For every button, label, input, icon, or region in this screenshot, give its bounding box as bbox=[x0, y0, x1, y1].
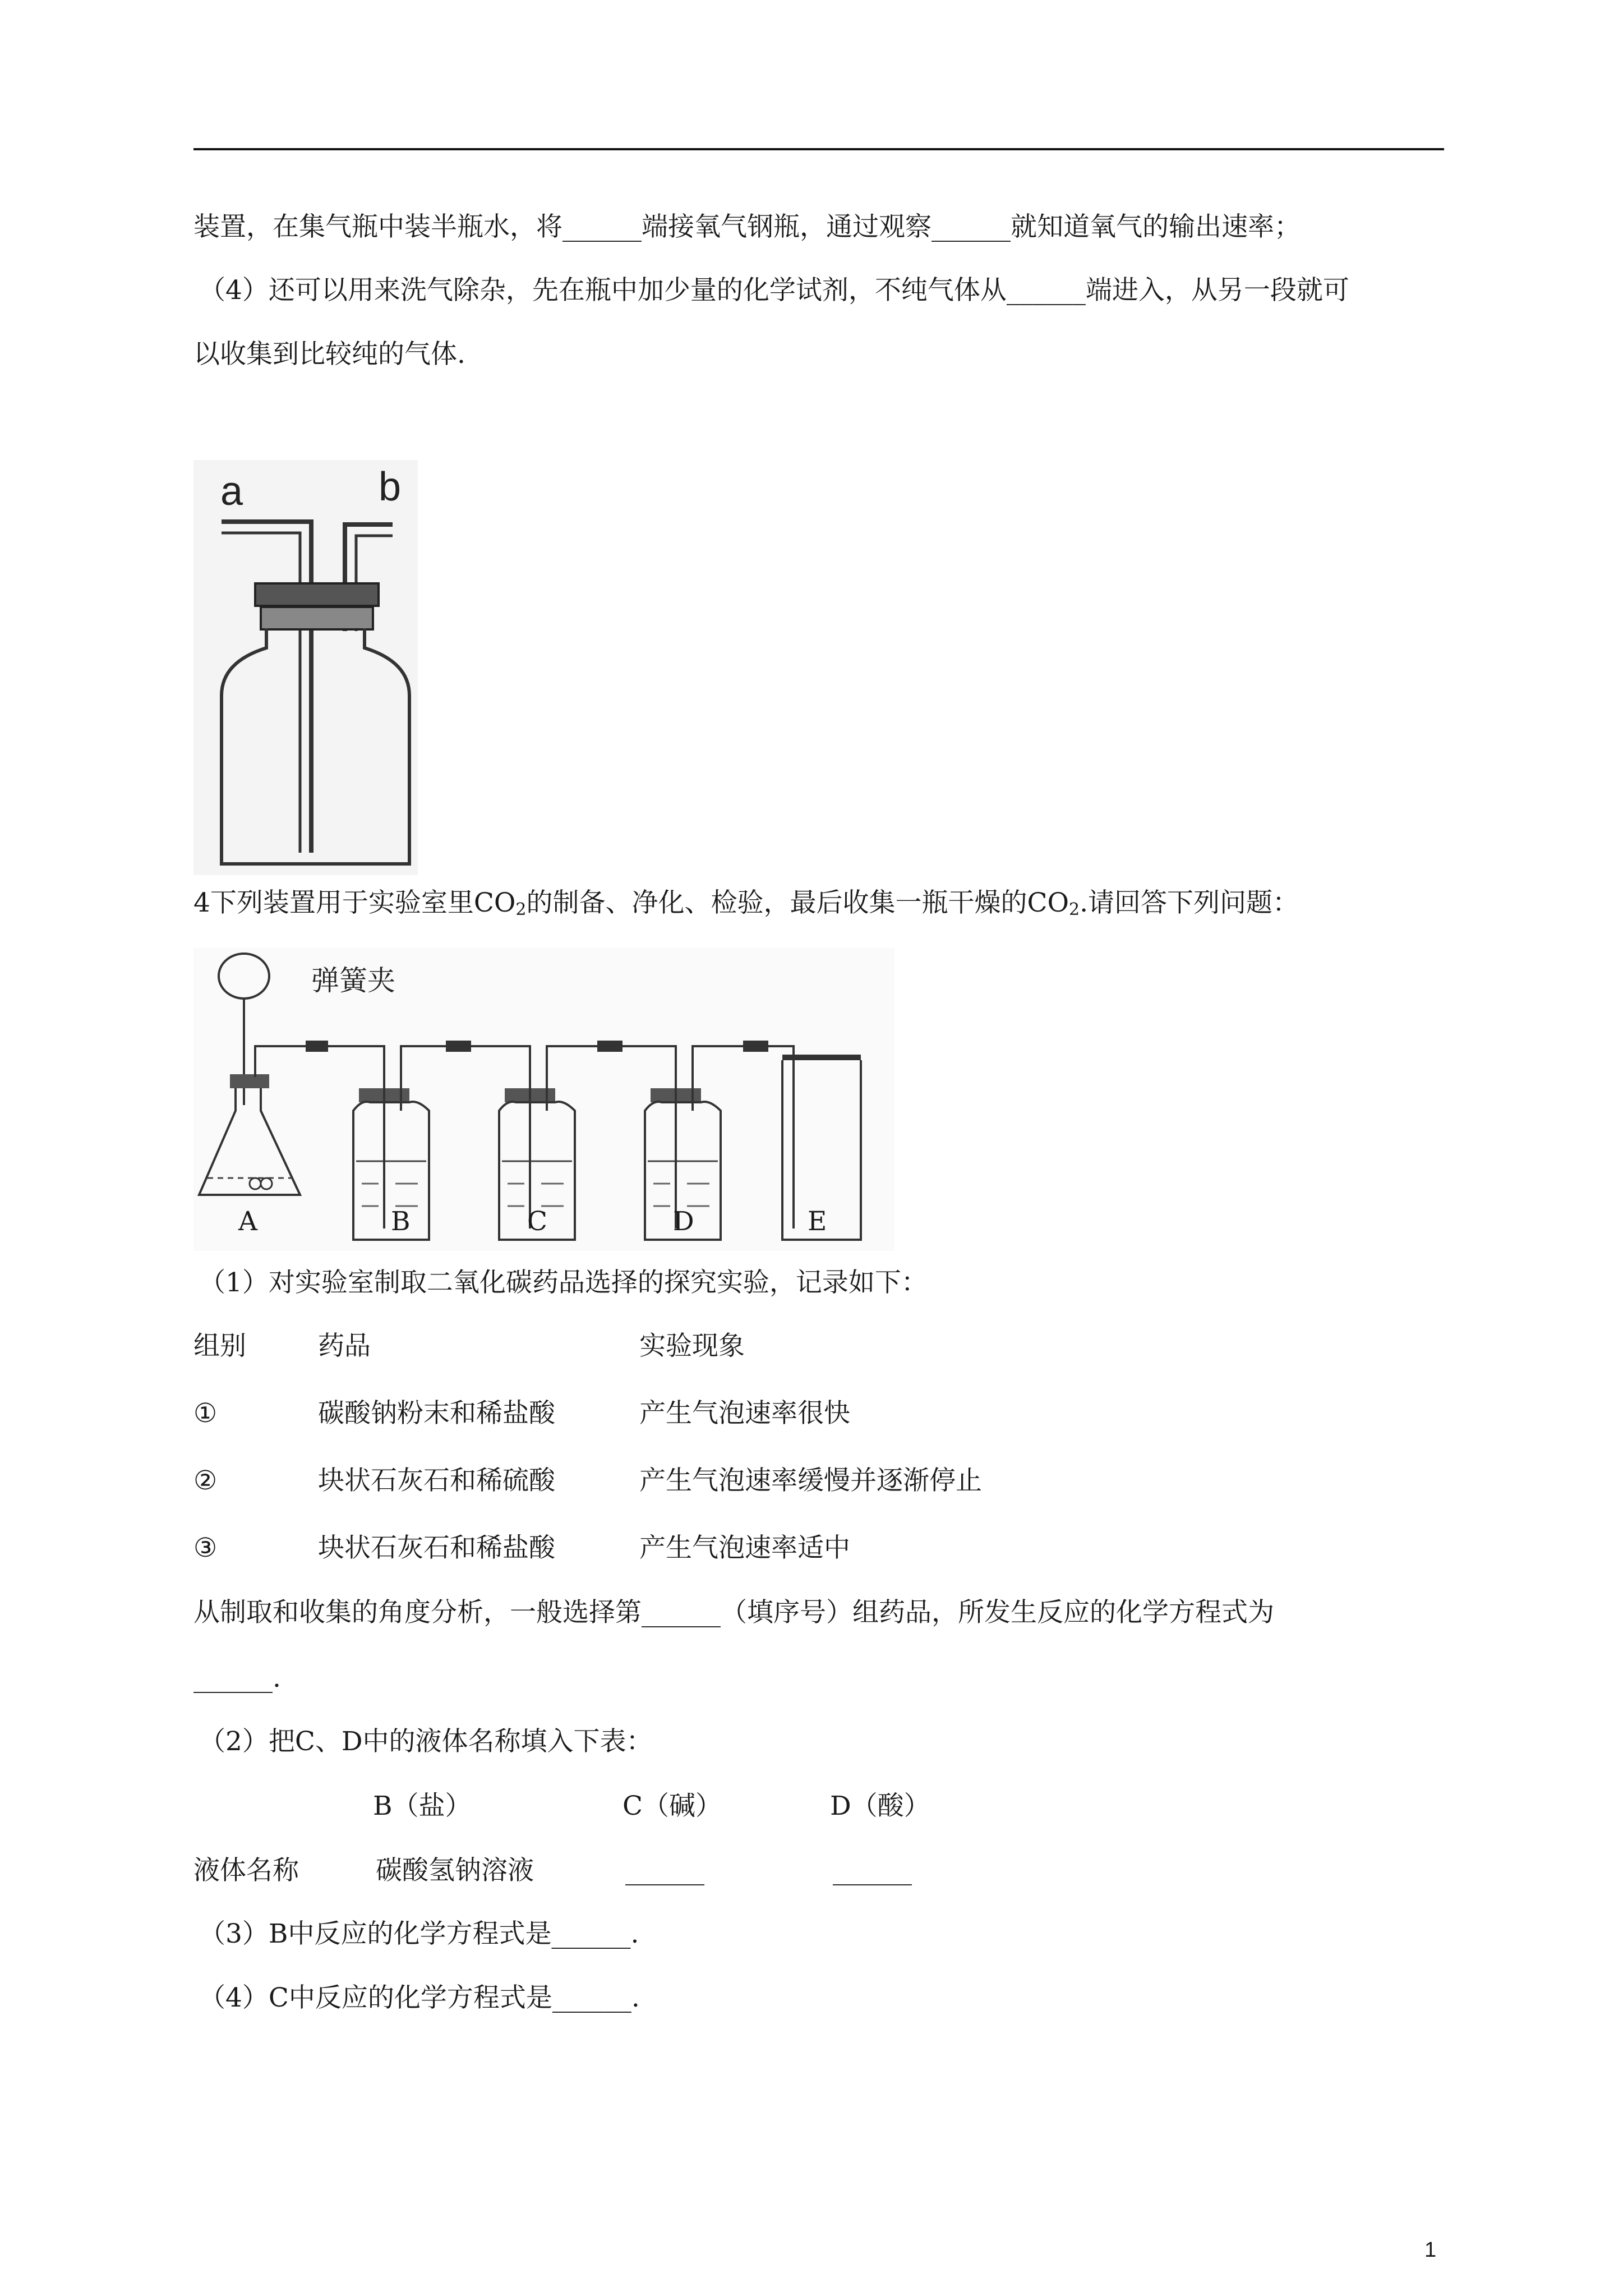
row2-group: ② bbox=[193, 1465, 218, 1496]
part3-text: （3）B中反应的化学方程式是______. bbox=[199, 1918, 639, 1949]
label-a: a bbox=[220, 469, 243, 514]
part2-intro: （2）把C、D中的液体名称填入下表： bbox=[199, 1726, 653, 1757]
col-c-base: C（碱） bbox=[623, 1791, 722, 1821]
liquid-c-blank: ______ bbox=[625, 1855, 704, 1886]
row3-reagent: 块状石灰石和稀盐酸 bbox=[318, 1533, 555, 1563]
col-b-salt: B（盐） bbox=[373, 1791, 472, 1821]
apparatus-label-c: C bbox=[527, 1206, 547, 1237]
row2-phenomenon: 产生气泡速率缓慢并逐渐停止 bbox=[639, 1465, 982, 1496]
liquid-name-label: 液体名称 bbox=[193, 1855, 299, 1886]
header-rule bbox=[193, 148, 1444, 150]
gas-washing-bottle-figure bbox=[193, 460, 418, 875]
header-group: 组别 bbox=[193, 1331, 246, 1361]
row1-reagent: 碳酸钠粉末和稀盐酸 bbox=[318, 1398, 555, 1429]
text-line-2: （4）还可以用来洗气除杂，先在瓶中加少量的化学试剂，不纯气体从______端进入，从另一段就可 bbox=[199, 275, 1349, 306]
row2-reagent: 块状石灰石和稀硫酸 bbox=[318, 1465, 555, 1496]
row3-group: ③ bbox=[193, 1533, 218, 1563]
label-b: b bbox=[379, 464, 402, 509]
liquid-d-blank: ______ bbox=[833, 1855, 912, 1886]
part1-equation-blank: ______. bbox=[193, 1663, 281, 1694]
part1-analysis: 从制取和收集的角度分析，一般选择第______（填序号）组药品，所发生反应的化学方程式为 bbox=[193, 1597, 1274, 1628]
page-number: 1 bbox=[1424, 2238, 1437, 2262]
clip-label: 弹簧夹 bbox=[311, 964, 395, 997]
liquid-b-value: 碳酸氢钠溶液 bbox=[376, 1855, 534, 1886]
row3-phenomenon: 产生气泡速率适中 bbox=[639, 1533, 850, 1563]
part4-text: （4）C中反应的化学方程式是______. bbox=[199, 1982, 640, 2013]
apparatus-label-a: A bbox=[238, 1206, 257, 1237]
apparatus-label-b: B bbox=[391, 1206, 411, 1237]
header-phenomenon: 实验现象 bbox=[639, 1331, 745, 1361]
col-d-acid: D（酸） bbox=[830, 1791, 930, 1821]
text-line-1: 装置，在集气瓶中装半瓶水，将______端接氧气钢瓶，通过观察______就知道氧气的输出速率； bbox=[193, 211, 1301, 242]
q4-intro: 4下列装置用于实验室里$CO_2$的制备、净化、检验，最后收集一瓶干燥的$CO_2$.请回答下列问题： bbox=[193, 887, 1299, 919]
row1-group: ① bbox=[193, 1398, 218, 1429]
apparatus-label-e: E bbox=[808, 1206, 827, 1237]
apparatus-label-d: D bbox=[673, 1206, 694, 1237]
text-line-3: 以收集到比较纯的气体. bbox=[193, 339, 465, 370]
header-reagent: 药品 bbox=[318, 1331, 371, 1361]
part1-intro: （1）对实验室制取二氧化碳药品选择的探究实验，记录如下： bbox=[199, 1267, 928, 1298]
row1-phenomenon: 产生气泡速率很快 bbox=[639, 1398, 850, 1429]
